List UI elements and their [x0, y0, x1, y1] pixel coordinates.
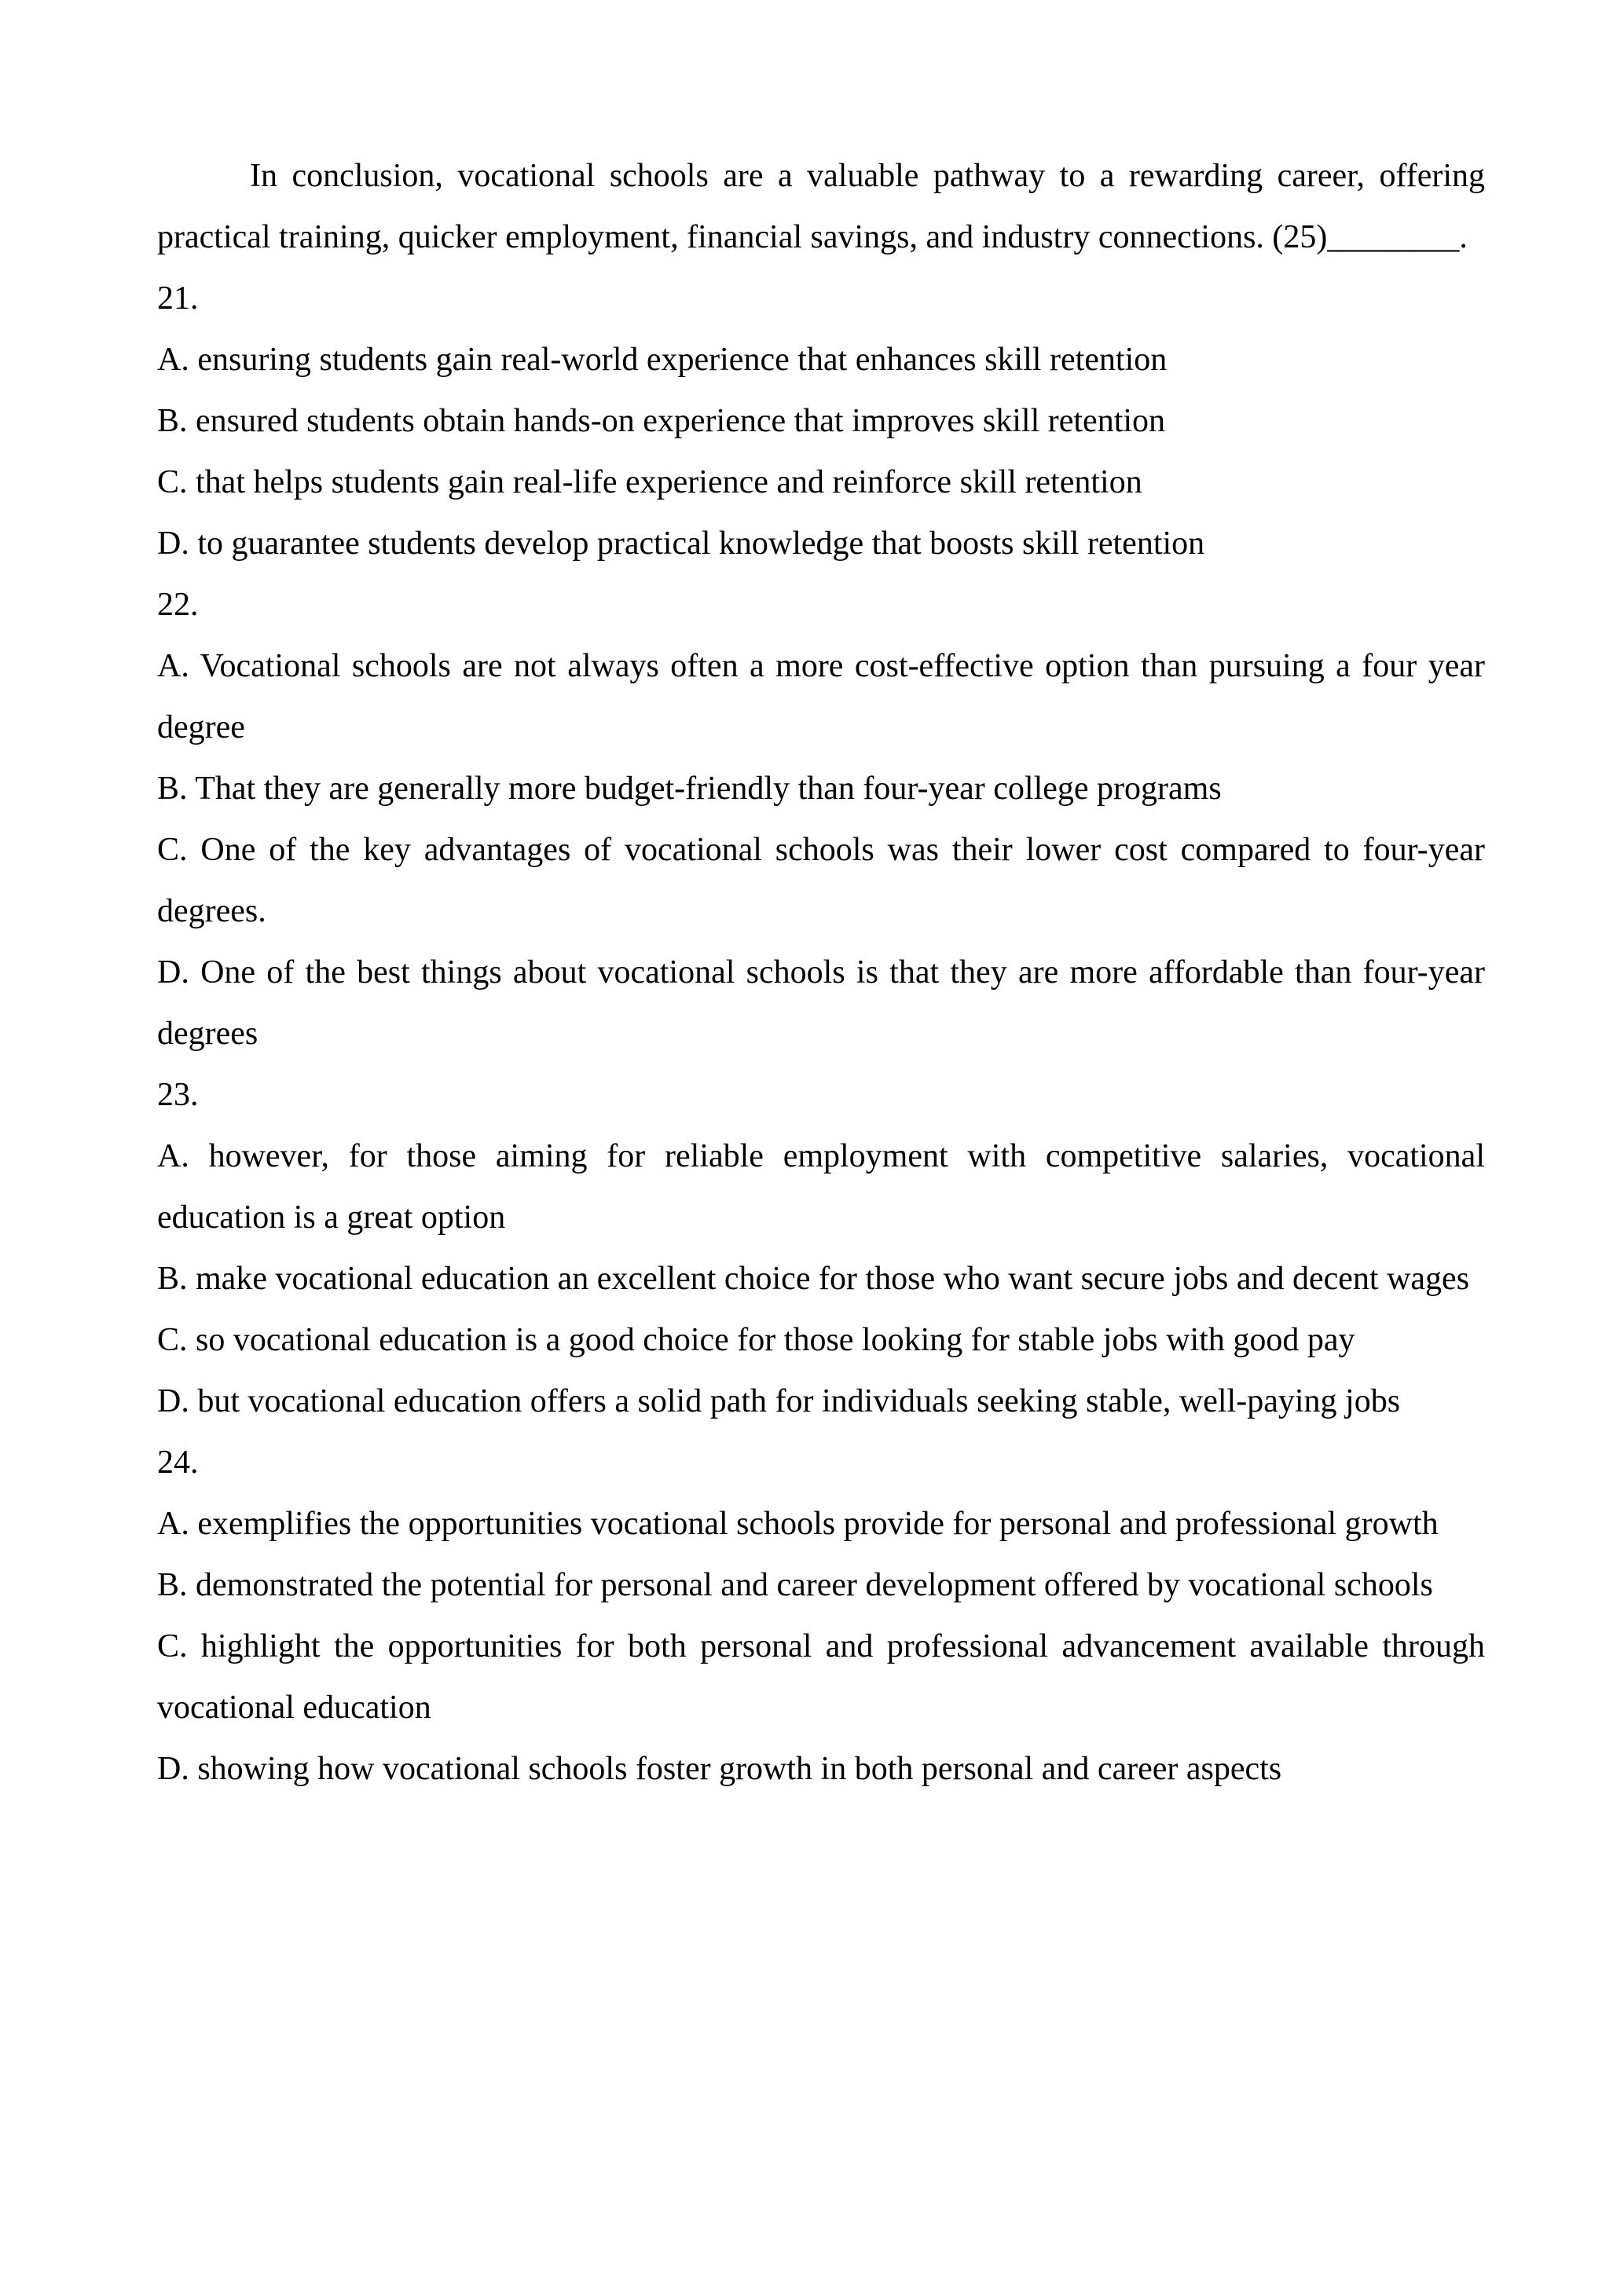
question-22-option-d: D. One of the best things about vocational schools is that they are more affordable than four-year degrees [157, 954, 1485, 1052]
question-24-option-c: C. highlight the opportunities for both personal and professional advancement available through vocational education [157, 1628, 1485, 1726]
question-23-number: 23. [157, 1077, 199, 1113]
question-22-option-c: C. One of the key advantages of vocational schools was their lower cost compared to four-year degrees. [157, 832, 1485, 929]
question-23-option-a: A. however, for those aiming for reliable employment with competitive salaries, vocational education is a great option [157, 1138, 1485, 1236]
question-23-option-d: D. but vocational education offers a solid path for individuals seeking stable, well-paying jobs [157, 1383, 1401, 1419]
question-24-option-b: B. demonstrated the potential for personal and career development offered by vocational schools [157, 1567, 1433, 1603]
page-content [157, 145, 1485, 1800]
question-23-option-c: C. so vocational education is a good choice for those looking for stable jobs with good pay [157, 1322, 1355, 1358]
question-21-option-d: D. to guarantee students develop practical knowledge that boosts skill retention [157, 525, 1205, 562]
question-22-option-a: A. Vocational schools are not always often a more cost-effective option than pursuing a four year degree [157, 648, 1485, 745]
question-21-number: 21. [157, 280, 199, 317]
question-22-option-b: B. That they are generally more budget-friendly than four-year college programs [157, 771, 1222, 807]
question-21-option-c: C. that helps students gain real-life experience and reinforce skill retention [157, 464, 1142, 500]
question-21-option-a: A. ensuring students gain real-world experience that enhances skill retention [157, 342, 1168, 378]
question-24-number: 24. [157, 1445, 199, 1481]
question-24-option-a: A. exemplifies the opportunities vocational schools provide for personal and professional growth [157, 1506, 1439, 1542]
question-24-option-d: D. showing how vocational schools foster growth in both personal and career aspects [157, 1751, 1282, 1787]
question-21-option-b: B. ensured students obtain hands-on experience that improves skill retention [157, 403, 1166, 439]
question-23-option-b: B. make vocational education an excellent choice for those who want secure jobs and decent wages [157, 1261, 1470, 1297]
intro-paragraph: In conclusion, vocational schools are a valuable pathway to a rewarding career, offering practical training, quicker employment, financial savings, and industry connections. (25)________. [157, 158, 1485, 255]
question-22-number: 22. [157, 587, 199, 623]
